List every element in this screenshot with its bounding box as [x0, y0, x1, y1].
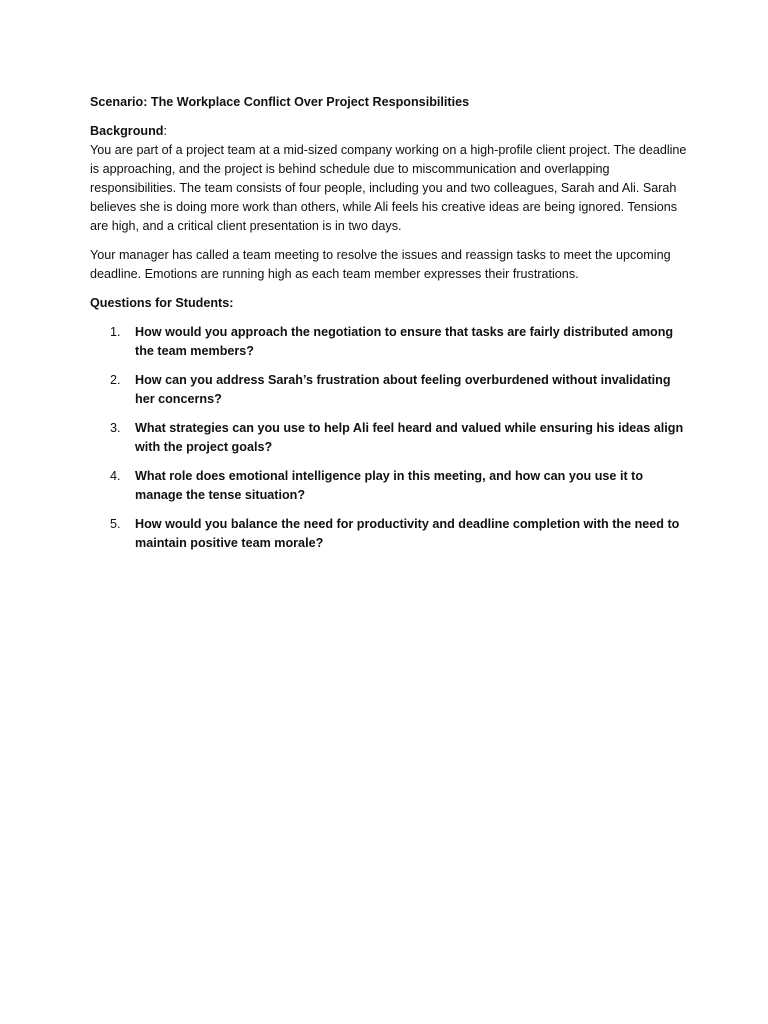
question-number: 5. [110, 517, 121, 531]
question-text: What role does emotional intelligence play in this meeting, and how can you use it to manage the tense situation? [135, 469, 644, 502]
background-label: Background [90, 124, 164, 138]
background-paragraph: You are part of a project team at a mid-sized company working on a high-profile client project. The deadline is approaching, and the project is behind schedule due to miscommunication and overlapping responsibilities. The team consists of four people, including you and two colleagues, Sarah and Ali. Sarah believes she is doing more work than others, while Ali feels his creative ideas are being ignored. Tensions are high, and a critical client presentation is in two days. [90, 143, 687, 233]
question-number: 1. [110, 325, 121, 339]
background-heading [90, 122, 690, 141]
manager-paragraph: Your manager has called a team meeting to resolve the issues and reassign tasks to meet the upcoming deadline. Emotions are running high as each team member expresses their frustrations. [90, 248, 671, 281]
questions-list [90, 323, 690, 553]
document-body [90, 93, 690, 563]
question-item [90, 467, 690, 505]
question-number: 3. [110, 421, 121, 435]
background-colon: : [163, 124, 167, 138]
questions-heading: Questions for Students: [90, 296, 234, 310]
question-item [90, 323, 690, 361]
question-text: What strategies can you use to help Ali feel heard and valued while ensuring his ideas align with the project goals? [135, 421, 684, 454]
question-text: How would you approach the negotiation to ensure that tasks are fairly distributed among the team members? [135, 325, 674, 358]
question-text: How can you address Sarah’s frustration about feeling overburdened without invalidating her concerns? [135, 373, 671, 406]
question-number: 4. [110, 469, 121, 483]
question-item [90, 515, 690, 553]
question-number: 2. [110, 373, 121, 387]
question-item [90, 371, 690, 409]
question-item [90, 419, 690, 457]
document-title: Scenario: The Workplace Conflict Over Project Responsibilities [90, 95, 470, 109]
question-text: How would you balance the need for productivity and deadline completion with the need to maintain positive team morale? [135, 517, 680, 550]
